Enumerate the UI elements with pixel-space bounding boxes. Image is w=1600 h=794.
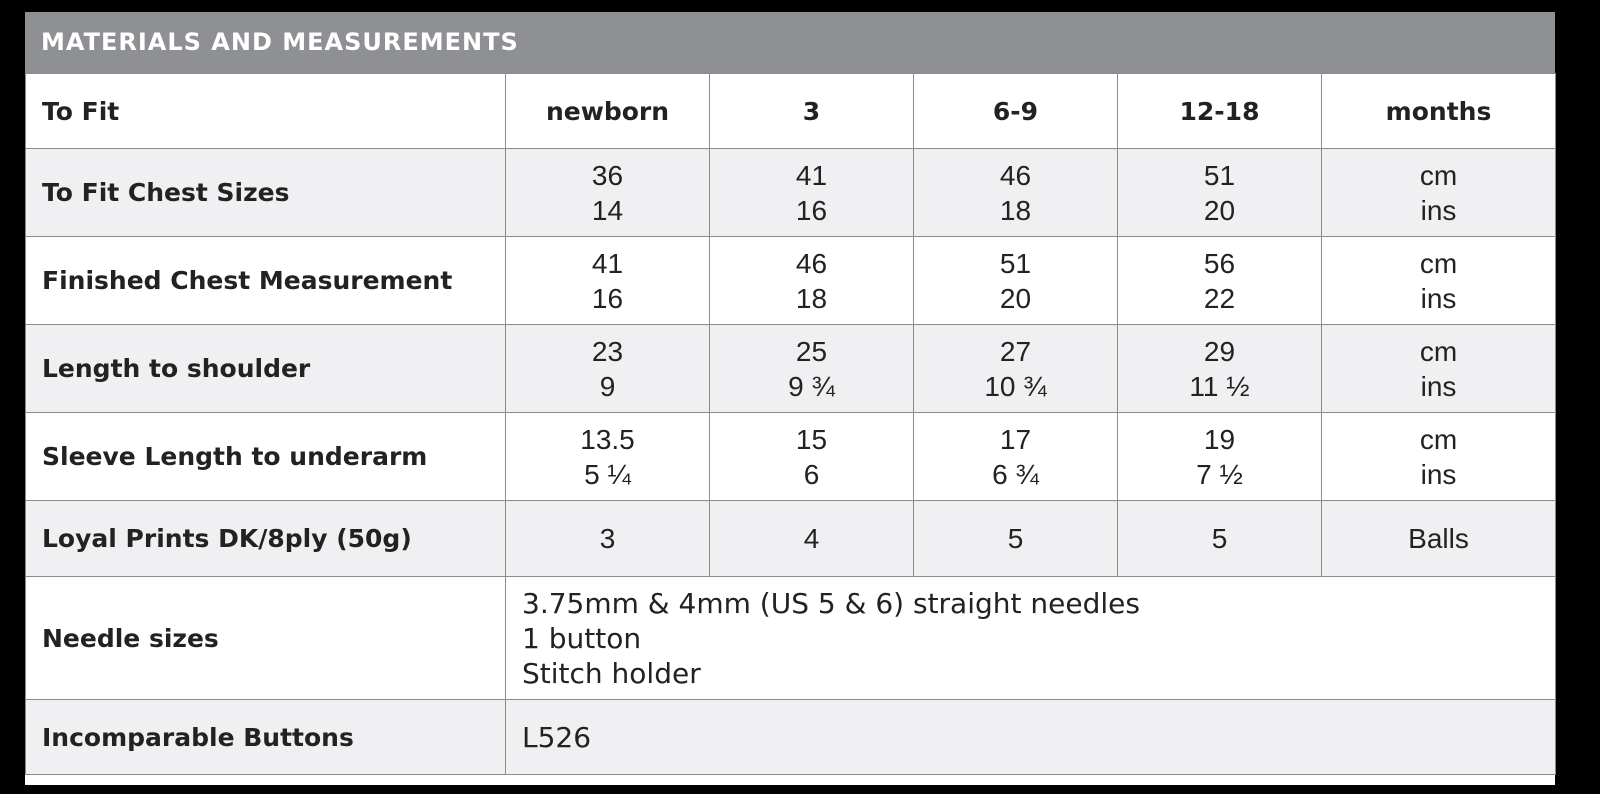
row-label: To Fit xyxy=(26,74,506,149)
size-header: newborn xyxy=(506,74,710,149)
needles-line: 1 button xyxy=(522,621,642,655)
table-row xyxy=(26,237,1556,325)
value-cell: 51 20 xyxy=(1118,149,1322,237)
value-cell: 5 xyxy=(914,501,1118,577)
value-cell: 41 16 xyxy=(506,237,710,325)
value-cell: 27 10 ¾ xyxy=(914,325,1118,413)
row-label: Finished Chest Measurement xyxy=(26,237,506,325)
value-cell: 19 7 ½ xyxy=(1118,413,1322,501)
unit-header: months xyxy=(1322,74,1556,149)
needles-line: 3.75mm & 4mm (US 5 & 6) straight needles xyxy=(522,586,1140,620)
value-cell: 29 11 ½ xyxy=(1118,325,1322,413)
value-cell: 4 xyxy=(710,501,914,577)
value-cell: 25 9 ¾ xyxy=(710,325,914,413)
materials-measurements-sheet xyxy=(25,12,1555,785)
value-cell: 17 6 ¾ xyxy=(914,413,1118,501)
table-row xyxy=(26,325,1556,413)
value-cell: 46 18 xyxy=(710,237,914,325)
buttons-row xyxy=(26,700,1556,775)
size-header: 6-9 xyxy=(914,74,1118,149)
buttons-cell: L526 xyxy=(506,700,1556,775)
row-label: Loyal Prints DK/8ply (50g) xyxy=(26,501,506,577)
value-cell: 23 9 xyxy=(506,325,710,413)
value-cell: 15 6 xyxy=(710,413,914,501)
row-label: Length to shoulder xyxy=(26,325,506,413)
unit-cell: cm ins xyxy=(1322,325,1556,413)
needles-line: Stitch holder xyxy=(522,656,701,690)
value-cell: 5 xyxy=(1118,501,1322,577)
measurements-table xyxy=(25,73,1556,775)
value-cell: 13.5 5 ¼ xyxy=(506,413,710,501)
unit-cell: cm ins xyxy=(1322,237,1556,325)
value-cell: 36 14 xyxy=(506,149,710,237)
needles-cell xyxy=(506,577,1556,700)
section-title: MATERIALS AND MEASUREMENTS xyxy=(25,12,1555,73)
value-cell: 46 18 xyxy=(914,149,1118,237)
needles-row xyxy=(26,577,1556,700)
unit-cell: cm ins xyxy=(1322,149,1556,237)
table-row xyxy=(26,149,1556,237)
value-cell: 51 20 xyxy=(914,237,1118,325)
table-row xyxy=(26,501,1556,577)
header-row xyxy=(26,74,1556,149)
row-label: Needle sizes xyxy=(26,577,506,700)
unit-cell: cm ins xyxy=(1322,413,1556,501)
table-row xyxy=(26,413,1556,501)
size-header: 12-18 xyxy=(1118,74,1322,149)
row-label: Incomparable Buttons xyxy=(26,700,506,775)
value-cell: 41 16 xyxy=(710,149,914,237)
row-label: Sleeve Length to underarm xyxy=(26,413,506,501)
row-label: To Fit Chest Sizes xyxy=(26,149,506,237)
size-header: 3 xyxy=(710,74,914,149)
value-cell: 3 xyxy=(506,501,710,577)
unit-cell: Balls xyxy=(1322,501,1556,577)
value-cell: 56 22 xyxy=(1118,237,1322,325)
